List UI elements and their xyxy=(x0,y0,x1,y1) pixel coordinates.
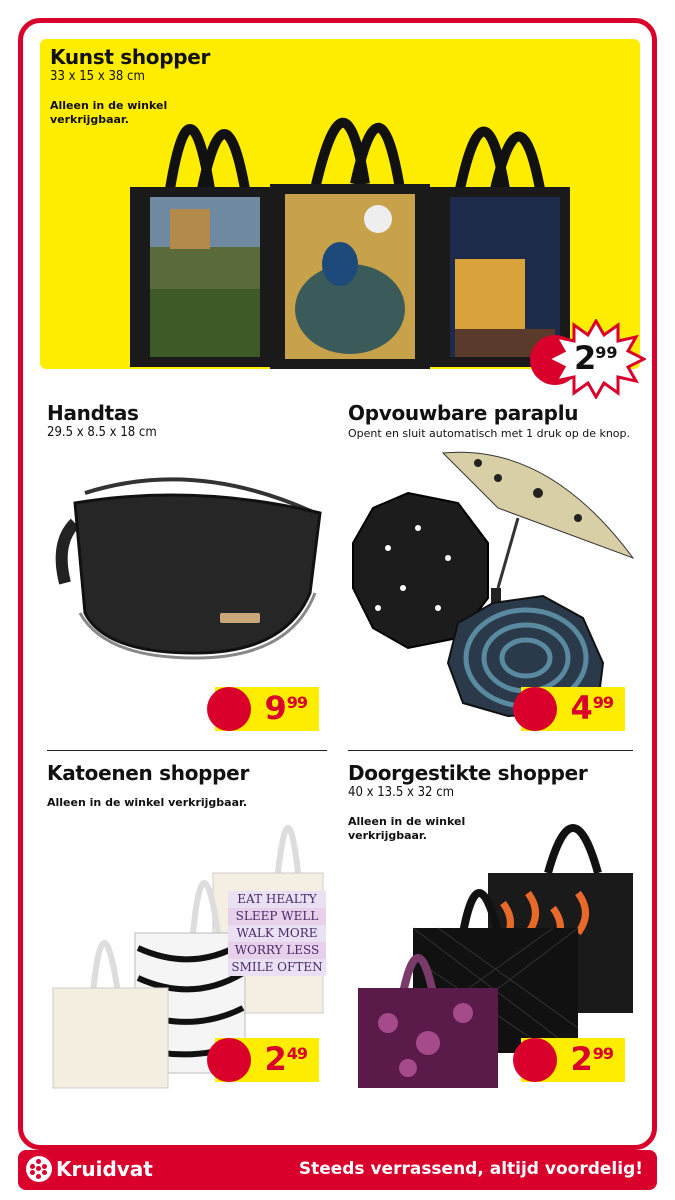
price-tag-red-dot xyxy=(207,687,251,731)
price-cents: 99 xyxy=(592,1044,613,1063)
kunst-shopper-price-badge xyxy=(530,319,650,399)
kunst-shopper-dimensions: 33 x 15 x 38 cm xyxy=(50,69,145,84)
availability-line-2: verkrijgbaar. xyxy=(50,113,129,126)
handtas-title: Handtas xyxy=(47,401,139,425)
katoen-availability: Alleen in de winkel verkrijgbaar. xyxy=(47,796,248,809)
price-tag-red-dot xyxy=(513,1038,557,1082)
katoen-bag-print xyxy=(228,891,326,976)
paraplu-subtitle: Opent en sluit automatisch met 1 druk op de knop. xyxy=(348,427,631,440)
price-whole: 2 xyxy=(574,339,596,377)
footer-bar xyxy=(18,1150,657,1190)
doorgestikt-dimensions: 40 x 13.5 x 32 cm xyxy=(348,785,455,800)
paraplu-image xyxy=(348,448,638,718)
art-bag-left xyxy=(130,129,280,367)
divider-left xyxy=(47,750,327,751)
price-whole: 9 xyxy=(264,689,286,727)
price-cents: 99 xyxy=(592,693,613,712)
print-line: SLEEP WELL xyxy=(228,908,326,925)
print-line: EAT HEALTY xyxy=(228,891,326,908)
availability-line-1: Alleen in de winkel xyxy=(348,815,466,828)
leaflet-page-frame xyxy=(18,18,657,1150)
price-cents: 99 xyxy=(595,343,618,362)
doorgestikt-price xyxy=(570,1040,613,1078)
art-bag-middle xyxy=(270,123,430,369)
footer-slogan: Steeds verrassend, altijd voordelig! xyxy=(298,1159,643,1179)
handtas-price-tag xyxy=(215,687,319,731)
katoen-title: Katoenen shopper xyxy=(47,761,250,785)
price-cents: 49 xyxy=(286,1044,307,1063)
paraplu-price xyxy=(570,689,613,727)
availability-line-1: Alleen in de winkel xyxy=(50,99,168,112)
handtas-dimensions: 29.5 x 8.5 x 18 cm xyxy=(47,425,157,440)
price-tag-red-dot xyxy=(513,687,557,731)
kunst-shopper-bags-image xyxy=(110,59,570,369)
print-line: SMILE OFTEN xyxy=(228,959,326,976)
katoen-price-tag xyxy=(215,1038,319,1082)
katoen-price xyxy=(264,1040,307,1078)
handtas-price xyxy=(264,689,307,727)
kruidvat-wordmark: Kruidvat xyxy=(56,1157,153,1181)
divider-right xyxy=(348,750,633,751)
print-line: WORRY LESS xyxy=(228,942,326,959)
kunst-shopper-price xyxy=(574,339,618,377)
price-whole: 2 xyxy=(570,1040,592,1078)
price-cents: 99 xyxy=(286,693,307,712)
kruidvat-logo-icon xyxy=(26,1156,52,1182)
price-whole: 4 xyxy=(570,689,592,727)
doorgestikt-title: Doorgestikte shopper xyxy=(348,761,588,785)
paraplu-price-tag xyxy=(521,687,625,731)
handtas-image xyxy=(45,463,335,663)
kruidvat-logo xyxy=(26,1156,153,1182)
availability-line-2: verkrijgbaar. xyxy=(348,829,427,842)
kunst-shopper-title: Kunst shopper xyxy=(50,45,211,69)
paraplu-title: Opvouwbare paraplu xyxy=(348,401,579,425)
print-line: WALK MORE xyxy=(228,925,326,942)
price-whole: 2 xyxy=(264,1040,286,1078)
doorgestikt-price-tag xyxy=(521,1038,625,1082)
price-tag-red-dot xyxy=(207,1038,251,1082)
kunst-shopper-section xyxy=(40,39,640,377)
